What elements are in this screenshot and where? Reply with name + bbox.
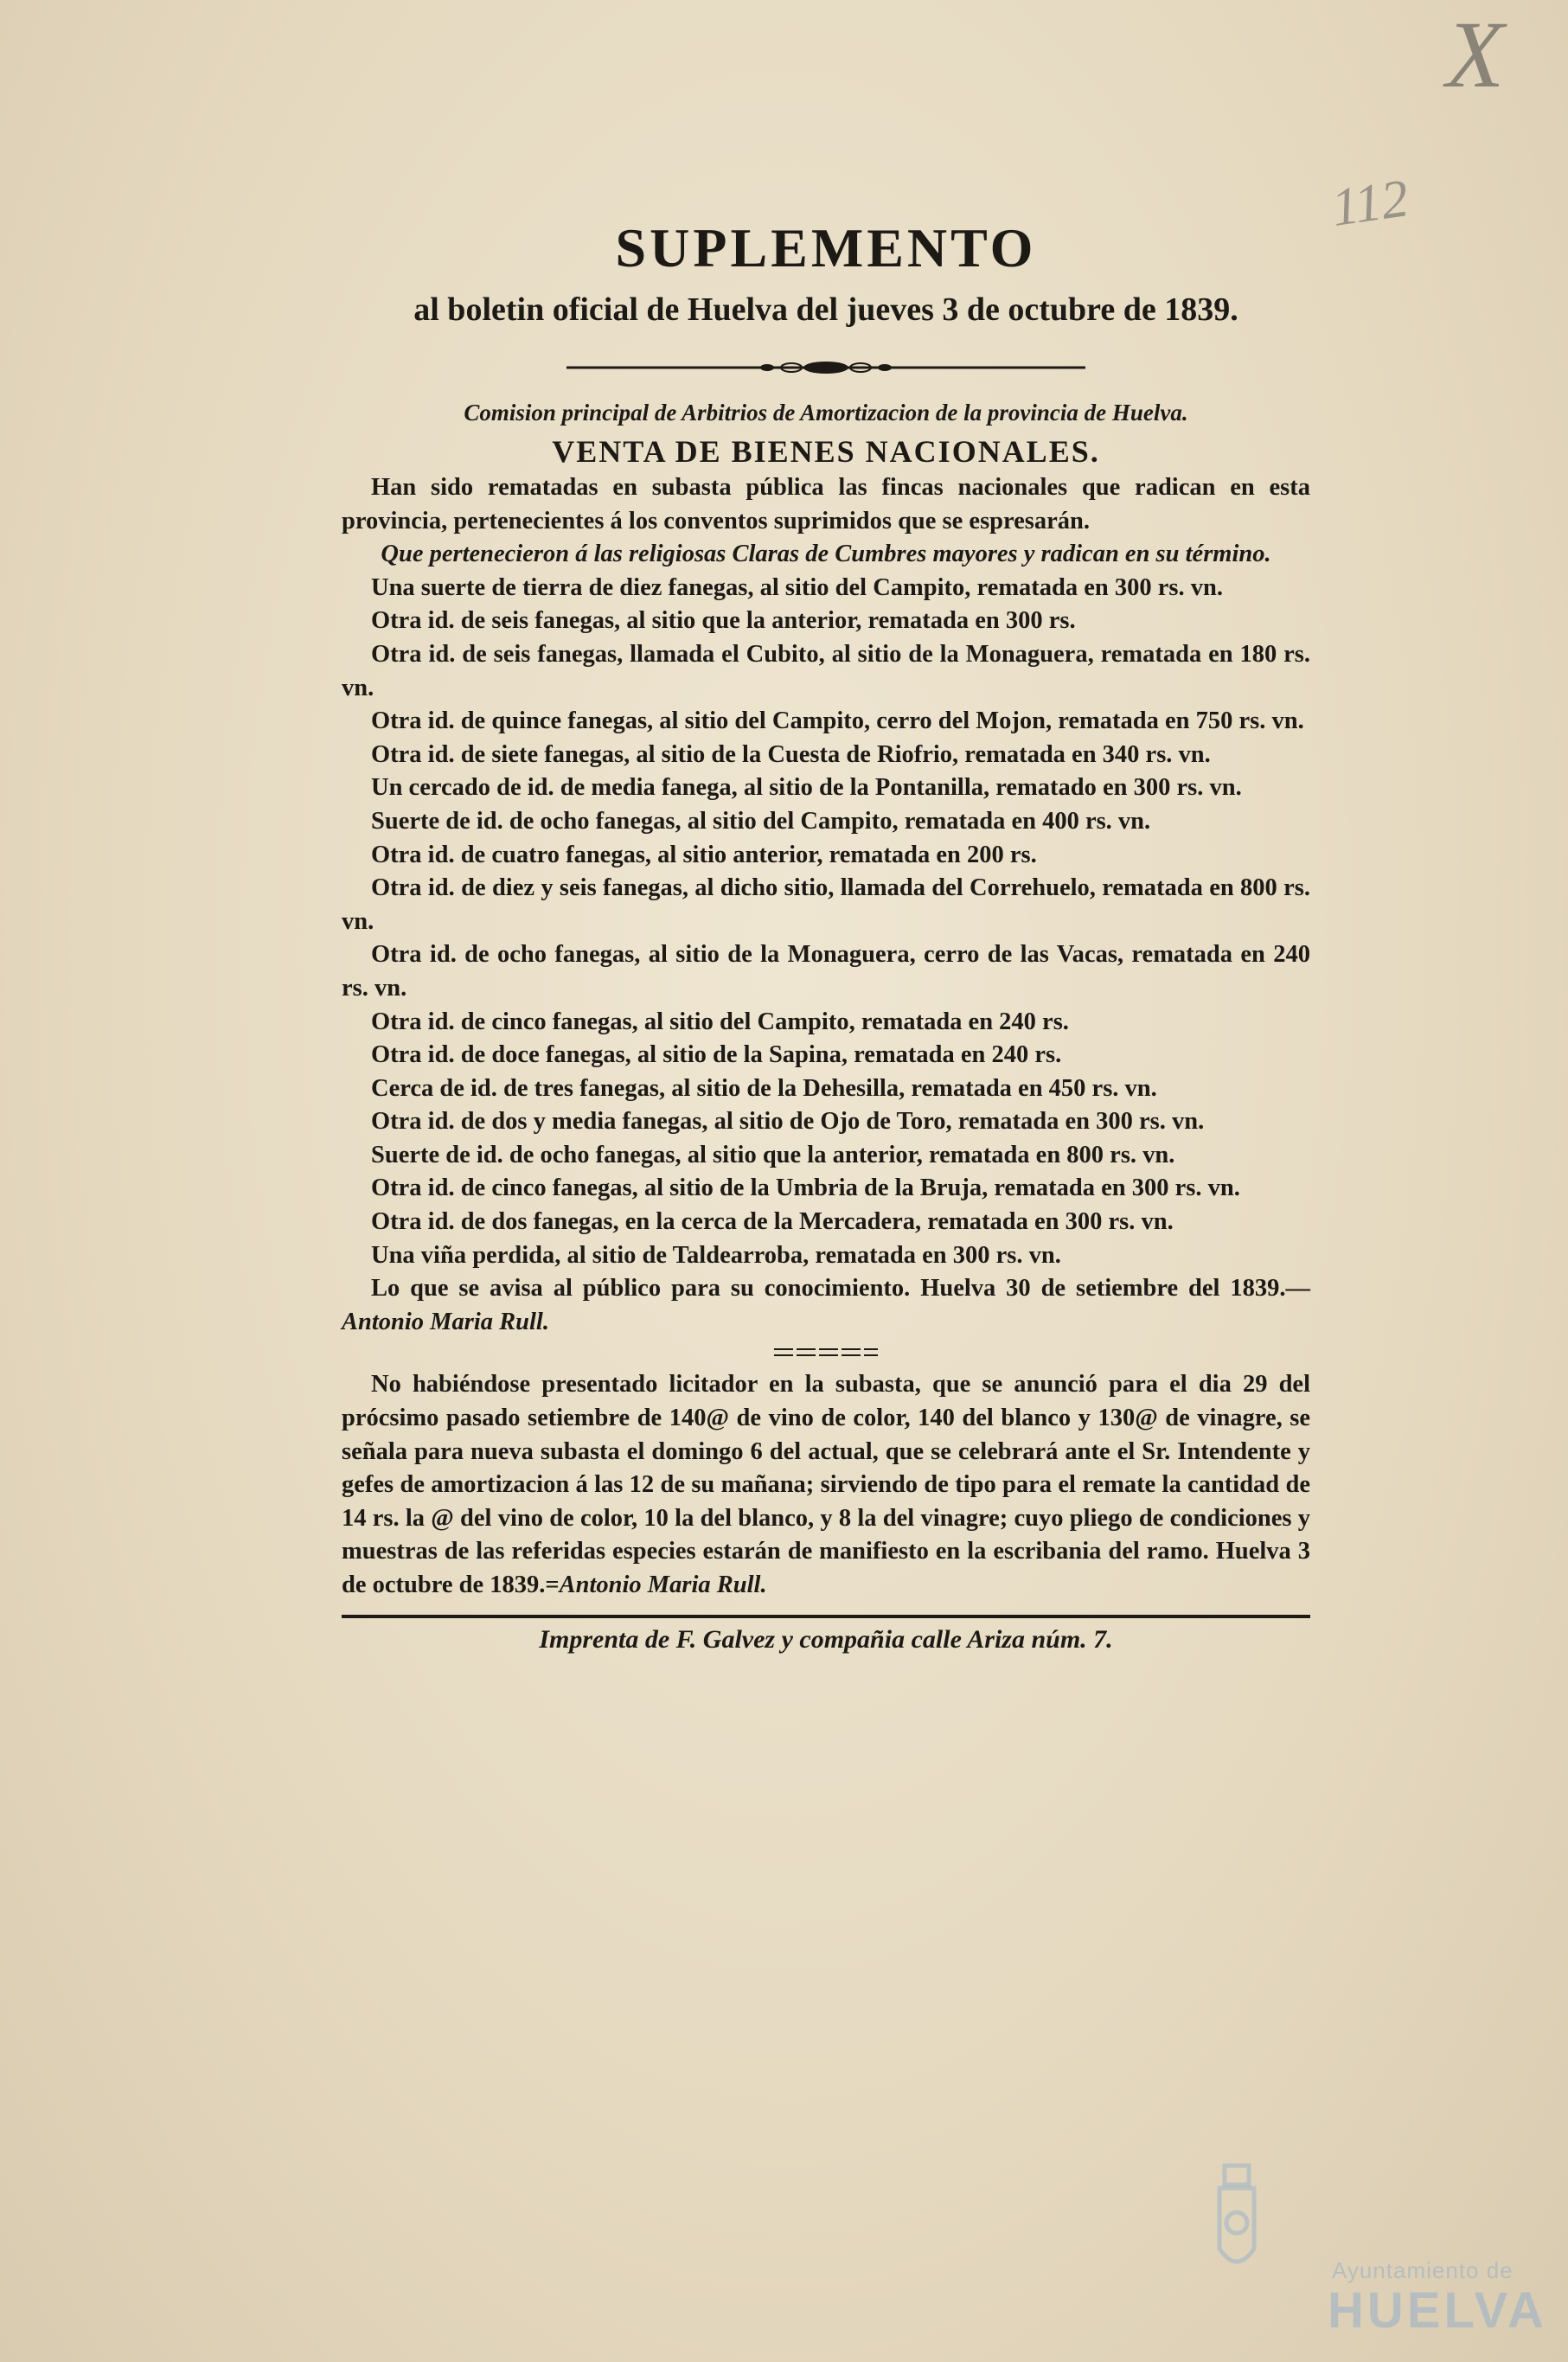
second-notice-signature: Antonio Maria Rull. [559, 1571, 767, 1598]
list-item: Otra id. de seis fanegas, al sitio que la anterior, rematada en 300 rs. [371, 607, 1076, 635]
list-item: Otra id. de dos y media fanegas, al sitio de Ojo de Toro, rematada en 300 rs. vn. [371, 1108, 1205, 1136]
commission-heading: Comision principal de Arbitrios de Amortizacion de la provincia de Huelva. [464, 400, 1188, 426]
intro-paragraph: Han sido rematadas en subasta pública las fincas nacionales que radican en esta provincia, pertenecientes á los conventos suprimidos que se espresarán. [342, 474, 1310, 534]
list-item: Otra id. de diez y seis fanegas, al dicho sitio, llamada del Correhuelo, rematada en 800 rs. vn. [342, 874, 1310, 935]
list-item: Otra id. de ocho fanegas, al sitio de la Monaguera, cerro de las Vacas, rematada en 240 rs. vn. [342, 941, 1310, 1002]
document-column [342, 216, 1310, 1655]
list-item: Un cercado de id. de media fanega, al sitio de la Pontanilla, rematado en 300 rs. vn. [371, 774, 1242, 802]
list-item: Otra id. de seis fanegas, llamada el Cubito, al sitio de la Monaguera, rematada en 180 rs. vn. [342, 640, 1310, 701]
list-item: Otra id. de cuatro fanegas, al sitio anterior, rematada en 200 rs. [371, 841, 1037, 868]
sale-heading: VENTA DE BIENES NACIONALES. [552, 434, 1100, 469]
signature: Antonio Maria Rull. [342, 1308, 549, 1335]
list-item: Una viña perdida, al sitio de Taldearroba, rematada en 300 rs. vn. [371, 1241, 1061, 1269]
printer-imprint: Imprenta de F. Galvez y compañia calle Ariza núm. 7. [539, 1624, 1113, 1654]
small-divider [774, 1346, 878, 1360]
list-item: Suerte de id. de ocho fanegas, al sitio que la anterior, rematada en 800 rs. vn. [371, 1141, 1175, 1168]
footer-rule [342, 1615, 1310, 1618]
list-item: Otra id. de cinco fanegas, al sitio de la Umbria de la Bruja, rematada en 300 rs. vn. [371, 1175, 1240, 1202]
list-item: Otra id. de quince fanegas, al sitio del Campito, cerro del Mojon, rematada en 750 rs. vn. [371, 707, 1304, 735]
list-item: Una suerte de tierra de diez fanegas, al sitio del Campito, rematada en 300 rs. vn. [371, 573, 1223, 601]
document-subtitle: al boletin oficial de Huelva del jueves 3 de octubre de 1839. [413, 291, 1238, 328]
list-item: Otra id. de siete fanegas, al sitio de la Cuesta de Riofrio, rematada en 340 rs. vn. [371, 740, 1211, 768]
watermark-name: HUELVA [1328, 2282, 1547, 2339]
watermark-caption: Ayuntamiento de [1332, 2257, 1514, 2283]
document-title: SUPLEMENTO [615, 217, 1037, 278]
bleed-through-text [52, 147, 1366, 213]
pencil-folio-number: 112 [1328, 169, 1412, 238]
list-item: Otra id. de doce fanegas, al sitio de la Sapina, rematada en 240 rs. [371, 1041, 1062, 1069]
ornament-divider [566, 358, 1085, 377]
pencil-mark-x: X [1446, 2, 1505, 107]
second-notice [342, 1368, 1310, 1602]
section-heading: Que pertenecieron á las religiosas Claras de Cumbres mayores y radican en su término. [381, 541, 1271, 568]
closing-paragraph [342, 1272, 1310, 1339]
list-item: Suerte de id. de ocho fanegas, al sitio del Campito, rematada en 400 rs. vn. [371, 807, 1151, 835]
list-item: Cerca de id. de tres fanegas, al sitio de la Dehesilla, rematada en 450 rs. vn. [371, 1074, 1157, 1102]
second-notice-text: No habiéndose presentado licitador en la subasta, que se anunció para el dia 29 del prócsimo pasado setiembre de 140@ de vino de color, 140 del blanco y 130@ de vinagre, se señala para nueva subasta el domingo 6 del actual, que se celebrará ante el Sr. Intendente y gefes de amortizacion á las 12 de su mañana; sirviendo de tipo para el remate la cantidad de 14 rs. la @ del vino de color, 10 la del blanco, y 8 la del vinagre; cuyo pliego de condiciones y muestras de las referidas especies estarán de manifiesto en la escribania del ramo. Huelva 3 de octubre de 1839.= [342, 1371, 1310, 1598]
list-item: Otra id. de dos fanegas, en la cerca de la Mercadera, rematada en 300 rs. vn. [371, 1208, 1174, 1236]
closing-text: Lo que se avisa al público para su conocimiento. Huelva 30 de setiembre del 1839.— [371, 1275, 1310, 1303]
list-item: Otra id. de cinco fanegas, al sitio del Campito, rematada en 240 rs. [371, 1008, 1069, 1035]
